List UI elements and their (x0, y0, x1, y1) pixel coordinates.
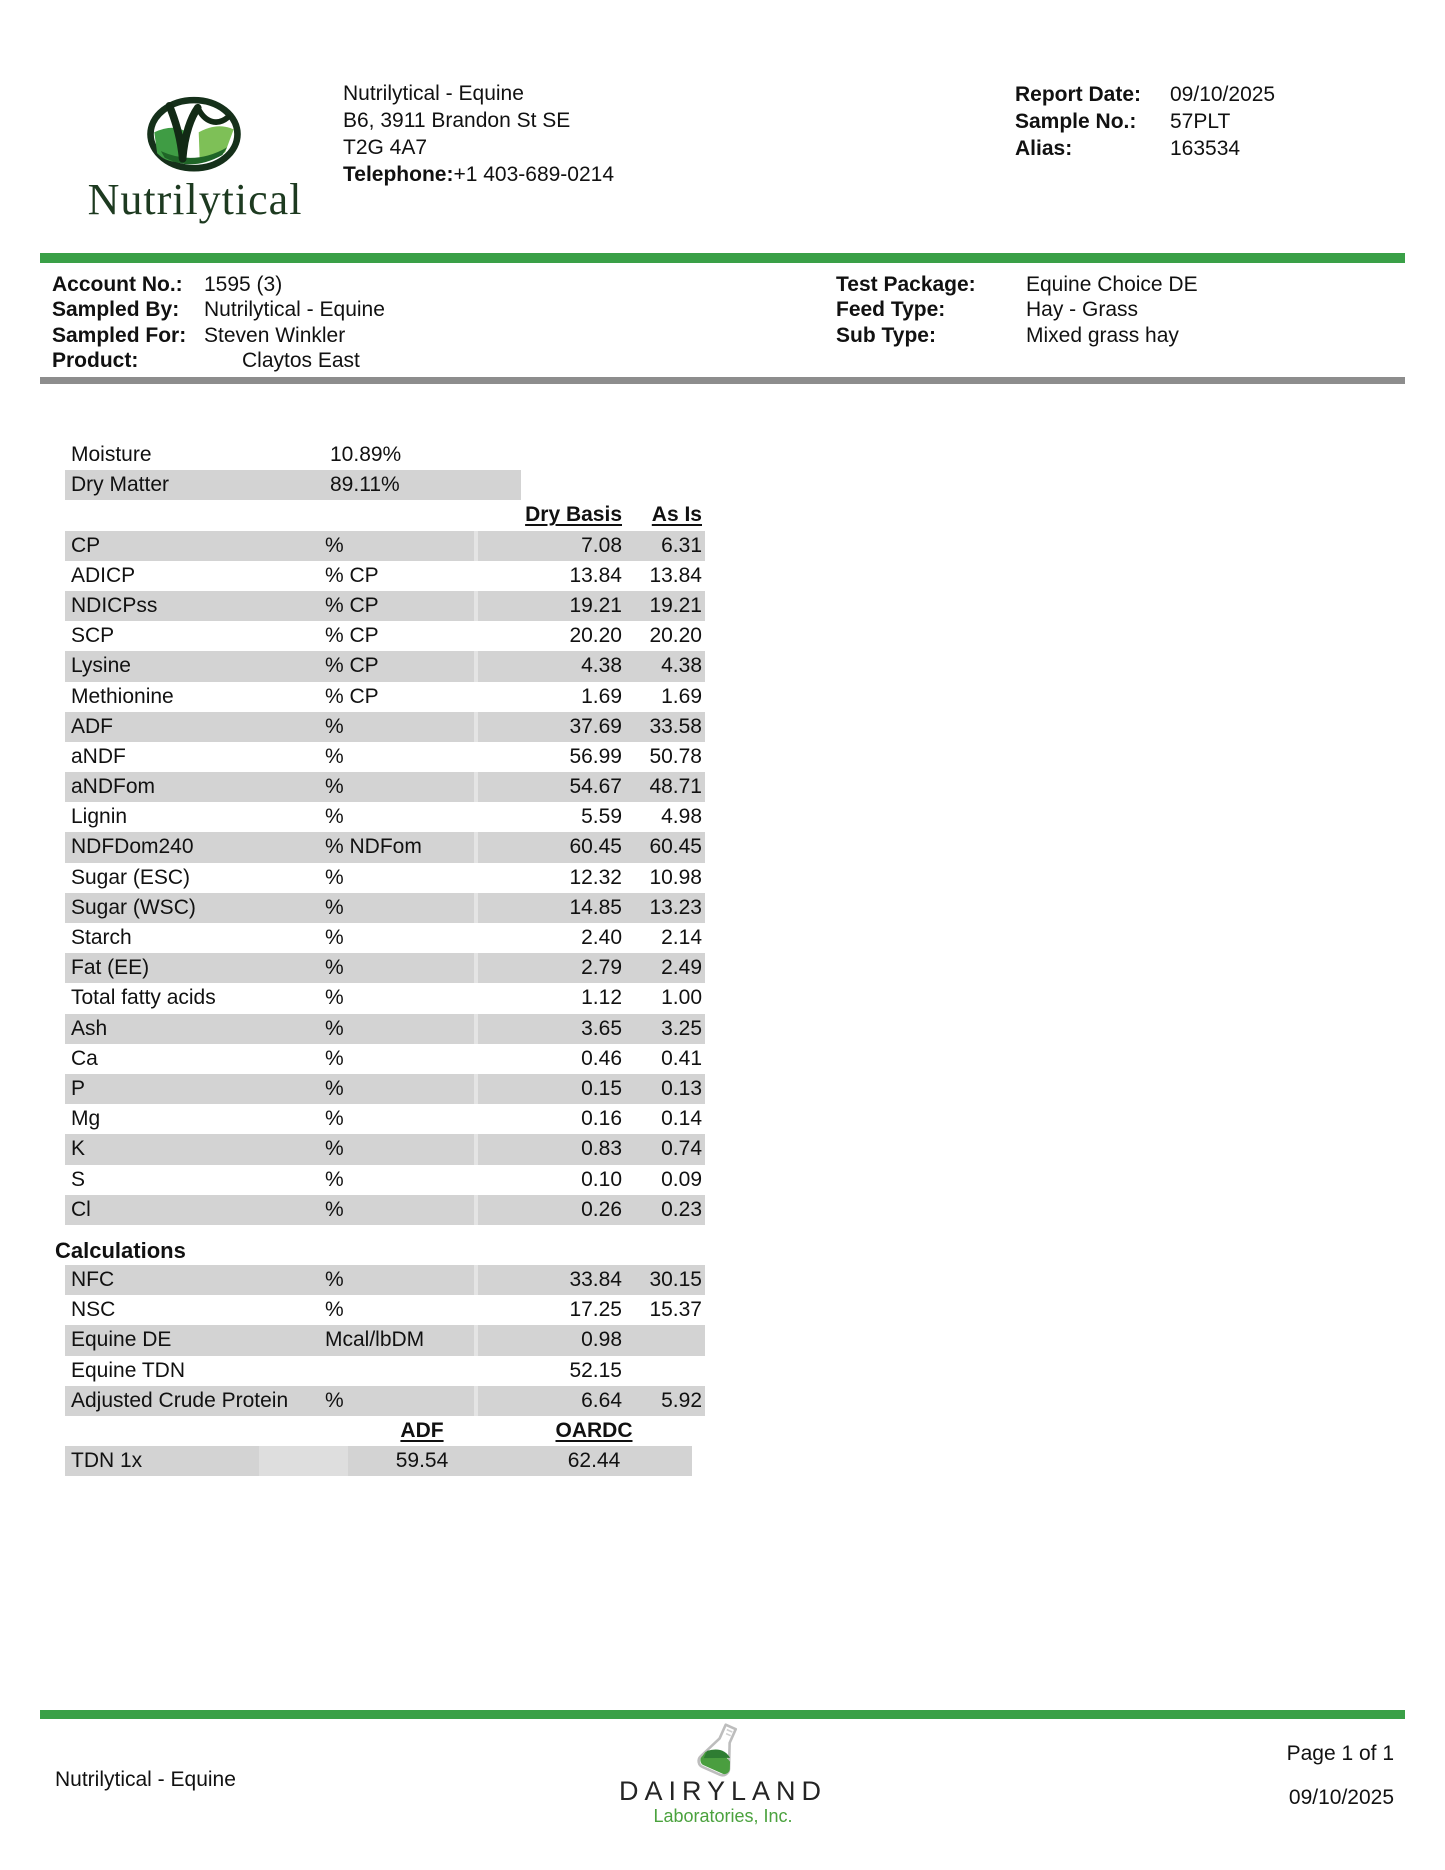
analyte-label: K (71, 1137, 86, 1161)
analyte-unit: % (325, 1197, 344, 1221)
as-is-value: 0.14 (661, 1107, 702, 1131)
as-is-value (630, 1325, 705, 1355)
account-no-label: Account No.: (52, 273, 183, 296)
as-is-value: 50.78 (649, 744, 702, 768)
logo-wordmark: Nutrilytical (87, 175, 303, 224)
as-is-value: 4.38 (661, 654, 702, 678)
dry-basis-value: 4.38 (581, 654, 622, 678)
analyte-unit: % (325, 1298, 344, 1322)
oardc-header-text: OARDC (555, 1418, 633, 1442)
sample-no-value: 57PLT (1170, 110, 1231, 133)
nutrilytical-logo (75, 72, 315, 222)
analyte-label: Methionine (71, 684, 174, 708)
report-date-value: 09/10/2025 (1170, 83, 1276, 106)
tdn-adf-value: 59.54 (348, 1446, 496, 1476)
analyte-unit: % (325, 1016, 344, 1040)
as-is-value: 19.21 (649, 593, 702, 617)
product-value: Claytos East (242, 348, 360, 372)
analyte-unit: % (325, 1167, 344, 1191)
as-is-value: 0.41 (661, 1046, 702, 1070)
sub-type-label: Sub Type: (836, 323, 936, 347)
as-is-value: 0.23 (661, 1197, 702, 1221)
analysis-rows-mount (65, 531, 705, 1225)
as-is-value: 15.37 (649, 1298, 702, 1322)
analyte-label: CP (71, 533, 101, 557)
nutrilytical-logo-icon (142, 96, 246, 178)
analyte-unit: % (325, 986, 344, 1010)
sample-no-label: Sample No.: (1015, 110, 1137, 133)
analyte-unit: % (325, 865, 344, 889)
empty-spacer-cell (65, 1416, 348, 1446)
analyte-unit: % (325, 533, 344, 557)
analyte-label: P (71, 1076, 86, 1100)
sample-info-right (836, 272, 1198, 348)
product-label: Product: (52, 348, 139, 372)
analyte-label: SCP (71, 624, 115, 648)
sampled-by-value: Nutrilytical - Equine (204, 298, 385, 322)
dry-basis-header-text: Dry Basis (525, 503, 622, 527)
analyte-unit (317, 1356, 474, 1386)
analyte-label: NFC (71, 1268, 115, 1291)
analyte-row (65, 1044, 705, 1074)
feed-type-row (836, 297, 1198, 322)
analyte-unit: % CP (325, 563, 379, 587)
sampled-by-row (52, 297, 385, 322)
as-is-value: 6.31 (661, 533, 702, 557)
as-is-value: 2.14 (661, 926, 702, 949)
analyte-label: S (71, 1167, 86, 1191)
as-is-value: 33.58 (649, 714, 702, 738)
dry-basis-value: 60.45 (569, 835, 622, 859)
analyte-unit: % (325, 1268, 344, 1291)
empty-light-cell (259, 1446, 348, 1476)
analyte-row (65, 742, 705, 772)
analyte-label: Total fatty acids (71, 986, 216, 1010)
dry-basis-value: 5.59 (581, 805, 622, 829)
analyte-row (65, 1134, 705, 1164)
analyte-row (65, 682, 705, 712)
header-divider-bar (40, 253, 1405, 263)
dry-basis-value: 0.26 (581, 1197, 622, 1221)
dry-basis-value: 0.46 (581, 1046, 622, 1070)
dry-basis-value: 3.65 (581, 1016, 622, 1040)
analyte-unit: % CP (325, 593, 379, 617)
dry-basis-value: 0.16 (581, 1107, 622, 1131)
dry-basis-value: 37.69 (569, 714, 622, 738)
tdn-header-row (65, 1416, 705, 1446)
column-header-row (65, 500, 705, 530)
analyte-label: Moisture (71, 443, 152, 466)
analyte-label: aNDF (71, 744, 126, 768)
page-number: Page 1 of 1 (1286, 1742, 1394, 1765)
test-package-row (836, 272, 1198, 297)
test-package-label: Test Package: (836, 273, 976, 296)
as-is-value: 3.25 (661, 1016, 702, 1040)
analyte-unit: % (325, 956, 344, 980)
as-is-value: 13.84 (649, 563, 702, 587)
analyte-row (65, 1074, 705, 1104)
footer-lab-name: Nutrilytical - Equine (55, 1768, 236, 1791)
analyte-row (65, 1356, 705, 1386)
calculations-title: Calculations (55, 1238, 186, 1263)
analyte-label: Mg (71, 1107, 101, 1131)
analyte-unit: % (325, 805, 344, 829)
feed-type-label: Feed Type: (836, 298, 946, 322)
dry-basis-value: 54.67 (569, 775, 622, 799)
dry-basis-value: 1.12 (581, 986, 622, 1010)
dry-basis-value: 20.20 (569, 624, 622, 648)
analyte-row (65, 621, 705, 651)
as-is-value: 30.15 (649, 1268, 702, 1291)
lab-address-block (343, 80, 614, 188)
as-is-value: 4.98 (661, 805, 702, 829)
adf-header (348, 1416, 496, 1446)
dry-basis-value: 14.85 (569, 895, 622, 919)
phone-label: Telephone: (343, 163, 454, 186)
dry-basis-value: 19.21 (569, 593, 622, 617)
sampled-for-label: Sampled For: (52, 323, 187, 347)
analyte-unit: % (325, 1046, 344, 1070)
analyte-label: Dry Matter (71, 473, 170, 497)
lab-address2: T2G 4A7 (343, 136, 428, 159)
moisture-value: 10.89% (330, 443, 402, 466)
dry-basis-value: 56.99 (569, 744, 622, 768)
as-is-value: 0.13 (661, 1076, 702, 1100)
account-no-value: 1595 (3) (204, 273, 283, 296)
analyte-label: Adjusted Crude Protein (71, 1388, 289, 1412)
analyte-row (65, 1386, 705, 1416)
dry-basis-value: 2.40 (581, 926, 622, 949)
analyte-unit: % CP (325, 684, 379, 708)
dry-basis-value: 12.32 (569, 865, 622, 889)
product-row (52, 348, 385, 373)
dairyland-subtitle: Laboratories, Inc. (653, 1806, 793, 1826)
analyte-label: Ash (71, 1016, 108, 1040)
dry-basis-header (478, 500, 630, 530)
analyte-label: aNDFom (71, 775, 156, 799)
analyte-label: Lysine (71, 654, 131, 678)
analyte-unit: % NDFom (325, 835, 422, 859)
dry-matter-value: 89.11% (330, 473, 400, 497)
analyte-row (65, 561, 705, 591)
analyte-row (65, 923, 705, 953)
empty-unit-cell (317, 500, 474, 530)
sub-type-value: Mixed grass hay (1026, 323, 1179, 347)
analyte-label: Sugar (WSC) (71, 895, 196, 919)
analyte-label: NDFDom240 (71, 835, 194, 859)
analyte-row (65, 893, 705, 923)
alias-label: Alias: (1015, 137, 1073, 160)
analyte-row (65, 1165, 705, 1195)
as-is-value: 0.74 (661, 1137, 702, 1161)
analyte-label: Sugar (ESC) (71, 865, 191, 889)
as-is-value: 5.92 (661, 1388, 702, 1412)
analyte-row (65, 802, 705, 832)
tdn-1x-row (65, 1446, 705, 1476)
analyte-label: NDICPss (71, 593, 158, 617)
analyte-unit: % (325, 1137, 344, 1161)
footer-date: 09/10/2025 (1288, 1786, 1394, 1809)
alias-row (1015, 135, 1275, 162)
analyte-row (65, 712, 705, 742)
analyte-unit: % (325, 895, 344, 919)
analysis-table (65, 440, 705, 1225)
analyte-label: Equine TDN (71, 1358, 186, 1382)
sub-type-row (836, 323, 1198, 348)
analyte-label: TDN 1x (65, 1446, 259, 1476)
report-date-label: Report Date: (1015, 83, 1142, 106)
dry-basis-value: 0.83 (581, 1137, 622, 1161)
analyte-row (65, 591, 705, 621)
sampled-for-value: Steven Winkler (204, 323, 346, 347)
analyte-row (65, 953, 705, 983)
sample-info-left (52, 272, 385, 373)
sampled-for-row (52, 323, 385, 348)
analyte-row (65, 1265, 705, 1295)
lab-phone (343, 161, 614, 188)
phone-value: +1 403-689-0214 (453, 163, 615, 186)
account-no-row (52, 272, 385, 297)
oardc-header (496, 1416, 692, 1446)
as-is-value: 1.69 (661, 684, 702, 708)
sample-info-bottom-bar (40, 377, 1405, 384)
analyte-label: NSC (71, 1298, 116, 1322)
report-date-row (1015, 81, 1275, 108)
analyte-label: Equine DE (71, 1328, 172, 1352)
analyte-row (65, 1325, 705, 1355)
dry-basis-value: 13.84 (569, 563, 622, 587)
analyte-unit: % CP (325, 624, 379, 648)
analyte-unit: % (325, 1076, 344, 1100)
analyte-unit: % (325, 926, 344, 949)
analyte-row (65, 651, 705, 681)
analyte-unit: % (325, 775, 344, 799)
as-is-value: 48.71 (649, 775, 702, 799)
analyte-row (65, 1014, 705, 1044)
dairyland-flask-icon (693, 1721, 749, 1779)
dry-matter-row (65, 470, 521, 500)
as-is-value: 13.23 (649, 895, 702, 919)
analyte-unit: % CP (325, 654, 379, 678)
analyte-label: ADICP (71, 563, 136, 587)
lab-name: Nutrilytical - Equine (343, 82, 524, 105)
dry-basis-value: 7.08 (581, 533, 622, 557)
analyte-label: ADF (71, 714, 113, 738)
analyte-unit: % (325, 744, 344, 768)
analyte-row (65, 772, 705, 802)
empty-label-cell (65, 500, 317, 530)
analyte-unit: % (325, 1388, 344, 1412)
dry-basis-value: 2.79 (581, 956, 622, 980)
dairyland-wordmark: DAIRYLAND (618, 1776, 828, 1806)
analyte-label: Fat (EE) (71, 956, 150, 980)
as-is-header-text: As Is (651, 503, 702, 527)
as-is-value: 1.00 (661, 986, 702, 1010)
analyte-label: Cl (71, 1197, 91, 1221)
sample-no-row (1015, 108, 1275, 135)
dry-basis-value: 0.10 (581, 1167, 622, 1191)
adf-header-text: ADF (400, 1418, 444, 1442)
analyte-label: Starch (71, 926, 132, 949)
as-is-value: 20.20 (649, 624, 702, 648)
as-is-value: 60.45 (649, 835, 702, 859)
analyte-row (65, 983, 705, 1013)
analyte-row (65, 1295, 705, 1325)
dry-basis-value: 52.15 (569, 1358, 622, 1382)
analyte-row (65, 1104, 705, 1134)
dry-basis-value: 1.69 (581, 684, 622, 708)
calculations-table (65, 1265, 705, 1476)
dry-basis-value: 0.98 (581, 1328, 622, 1352)
analyte-unit: % (325, 1107, 344, 1131)
dry-basis-value: 0.15 (581, 1076, 622, 1100)
alias-value: 163534 (1170, 137, 1241, 160)
analyte-label: Ca (71, 1046, 98, 1070)
analyte-unit: % (325, 714, 344, 738)
moisture-row (65, 440, 705, 470)
feed-type-value: Hay - Grass (1026, 298, 1139, 322)
as-is-value: 0.09 (661, 1167, 702, 1191)
dry-basis-value: 33.84 (569, 1268, 622, 1291)
as-is-value: 10.98 (649, 865, 702, 889)
analyte-label: Lignin (71, 805, 128, 829)
report-info-block (1015, 81, 1275, 162)
dry-basis-value: 17.25 (569, 1298, 622, 1322)
sampled-by-label: Sampled By: (52, 298, 180, 322)
lab-address1: B6, 3911 Brandon St SE (343, 109, 571, 132)
analyte-unit: Mcal/lbDM (325, 1328, 425, 1352)
as-is-value (630, 1356, 705, 1386)
calc-rows-mount (65, 1265, 705, 1416)
analyte-row (65, 863, 705, 893)
as-is-value: 2.49 (661, 956, 702, 980)
analyte-row (65, 531, 705, 561)
test-package-value: Equine Choice DE (1026, 273, 1198, 296)
tdn-oardc-value: 62.44 (496, 1446, 692, 1476)
analyte-row (65, 1195, 705, 1225)
footer-divider-bar (40, 1710, 1405, 1719)
analyte-row (65, 832, 705, 862)
as-is-header (630, 500, 705, 530)
dry-basis-value: 6.64 (581, 1388, 622, 1412)
